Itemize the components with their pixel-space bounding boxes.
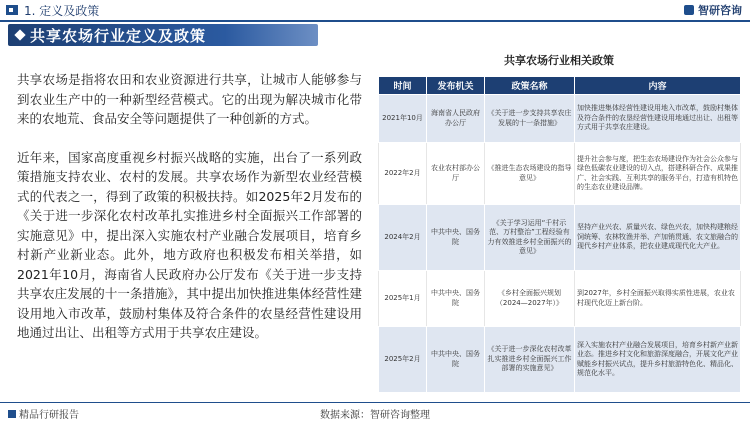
footer-left — [8, 406, 79, 421]
cell-content: 提升社会参与度，把生态农场建设作为社会公众参与绿色低碳农业建设的切入点，搭建科研合作、成果推广、社会实践、互利共享的服务平台，打造有机特色的生态农业建设品牌。 — [575, 143, 741, 205]
cell-time: 2022年2月 — [379, 143, 427, 205]
brand-name: 智研咨询 — [698, 4, 742, 17]
cell-content: 坚持产业兴农、质量兴农、绿色兴农，加快构建粮经饲统筹、农林牧渔并举、产加销贯通、农文旅融合的现代乡村产业体系，把农业建成现代化大产业。 — [575, 205, 741, 271]
cell-agency: 中共中央、国务院 — [427, 205, 485, 271]
header-time: 时间 — [379, 77, 427, 95]
header-content: 内容 — [575, 77, 741, 95]
header-policy-name: 政策名称 — [485, 77, 575, 95]
paragraph: 共享农场是指将农田和农业资源进行共享，让城市人能够参与到农业生产中的一种新型经营模式。它的出现为解决城市化带来的农地荒、食品安全等问题提供了一种创新的方式。 — [17, 72, 362, 126]
brand-icon — [684, 5, 694, 15]
cell-time: 2025年2月 — [379, 327, 427, 393]
brand-logo — [684, 2, 742, 18]
table-row — [379, 271, 741, 327]
table-header-row — [379, 77, 741, 95]
policy-table — [378, 76, 741, 393]
section-marker-icon — [6, 5, 18, 15]
body-text — [17, 70, 362, 362]
diamond-icon — [14, 29, 25, 40]
cell-policy-name: 《关于进一步深化农村改革扎实推进乡村全面振兴工作部署的实施意见》 — [485, 327, 575, 393]
table-row — [379, 143, 741, 205]
cell-content: 加快推进集体经营性建设用地入市改革，鼓励村集体及符合条件的农垦经营性建设用地通过出让、出租等方式用于共享农庄建设。 — [575, 95, 741, 143]
cell-policy-name: 《关于进一步支持共享农庄发展的十一条措施》 — [485, 95, 575, 143]
footer — [0, 402, 750, 421]
data-source: 数据来源：智研咨询整理 — [320, 410, 430, 421]
table-title: 共享农场行业相关政策 — [504, 54, 614, 67]
square-icon — [8, 410, 16, 418]
cell-content: 到2027年，乡村全面振兴取得实质性进展，农业农村现代化迈上新台阶。 — [575, 271, 741, 327]
table-row — [379, 205, 741, 271]
section-banner — [8, 24, 318, 46]
cell-time: 2021年10月 — [379, 95, 427, 143]
header-divider — [0, 20, 750, 22]
cell-agency: 中共中央、国务院 — [427, 271, 485, 327]
cell-agency: 海南省人民政府办公厅 — [427, 95, 485, 143]
breadcrumb: 1. 定义及政策 — [24, 4, 100, 18]
footer-left-text: 精品行研报告 — [19, 410, 79, 421]
top-bar — [0, 0, 750, 20]
cell-policy-name: 《推进生态农场建设的指导意见》 — [485, 143, 575, 205]
header-agency: 发布机关 — [427, 77, 485, 95]
paragraph: 近年来，国家高度重视乡村振兴战略的实施，出台了一系列政策措施支持农业、农村的发展。共享农场作为新型农业经营模式的代表之一，得到了政策的积极扶持。如2025年2月发布的《关于进一步深化农村改革扎实推进乡村全面振兴工作部署的实施意见》中，提出深入实施农村产业融合发展项目，培育乡村新产业新业态。此外，地方政府也积极发布相关举措，如2021年10月，海南省人民政府办公厅发布《关于进一步支持共享农庄发展的十一条措施》，其中提出加快推进集体经营性建设用地入市改革，鼓励村集体及符合条件的农垦经营性建设用地通过出让、出租等方式用于共享农庄建设。 — [17, 149, 362, 340]
table-row — [379, 95, 741, 143]
cell-time: 2025年1月 — [379, 271, 427, 327]
cell-policy-name: 《乡村全面振兴规划（2024—2027年）》 — [485, 271, 575, 327]
cell-content: 深入实施农村产业融合发展项目，培育乡村新产业新业态。推进乡村文化和旅游深度融合，开展文化产业赋能乡村振兴试点，提升乡村旅游特色化、精品化、规范化水平。 — [575, 327, 741, 393]
cell-agency: 中共中央、国务院 — [427, 327, 485, 393]
cell-agency: 农业农村部办公厅 — [427, 143, 485, 205]
cell-policy-name: 《关于学习运用“千村示范、万村整治”工程经验有力有效推进乡村全面振兴的意见》 — [485, 205, 575, 271]
page-title: 共享农场行业定义及政策 — [30, 27, 207, 45]
cell-time: 2024年2月 — [379, 205, 427, 271]
table-row — [379, 327, 741, 393]
